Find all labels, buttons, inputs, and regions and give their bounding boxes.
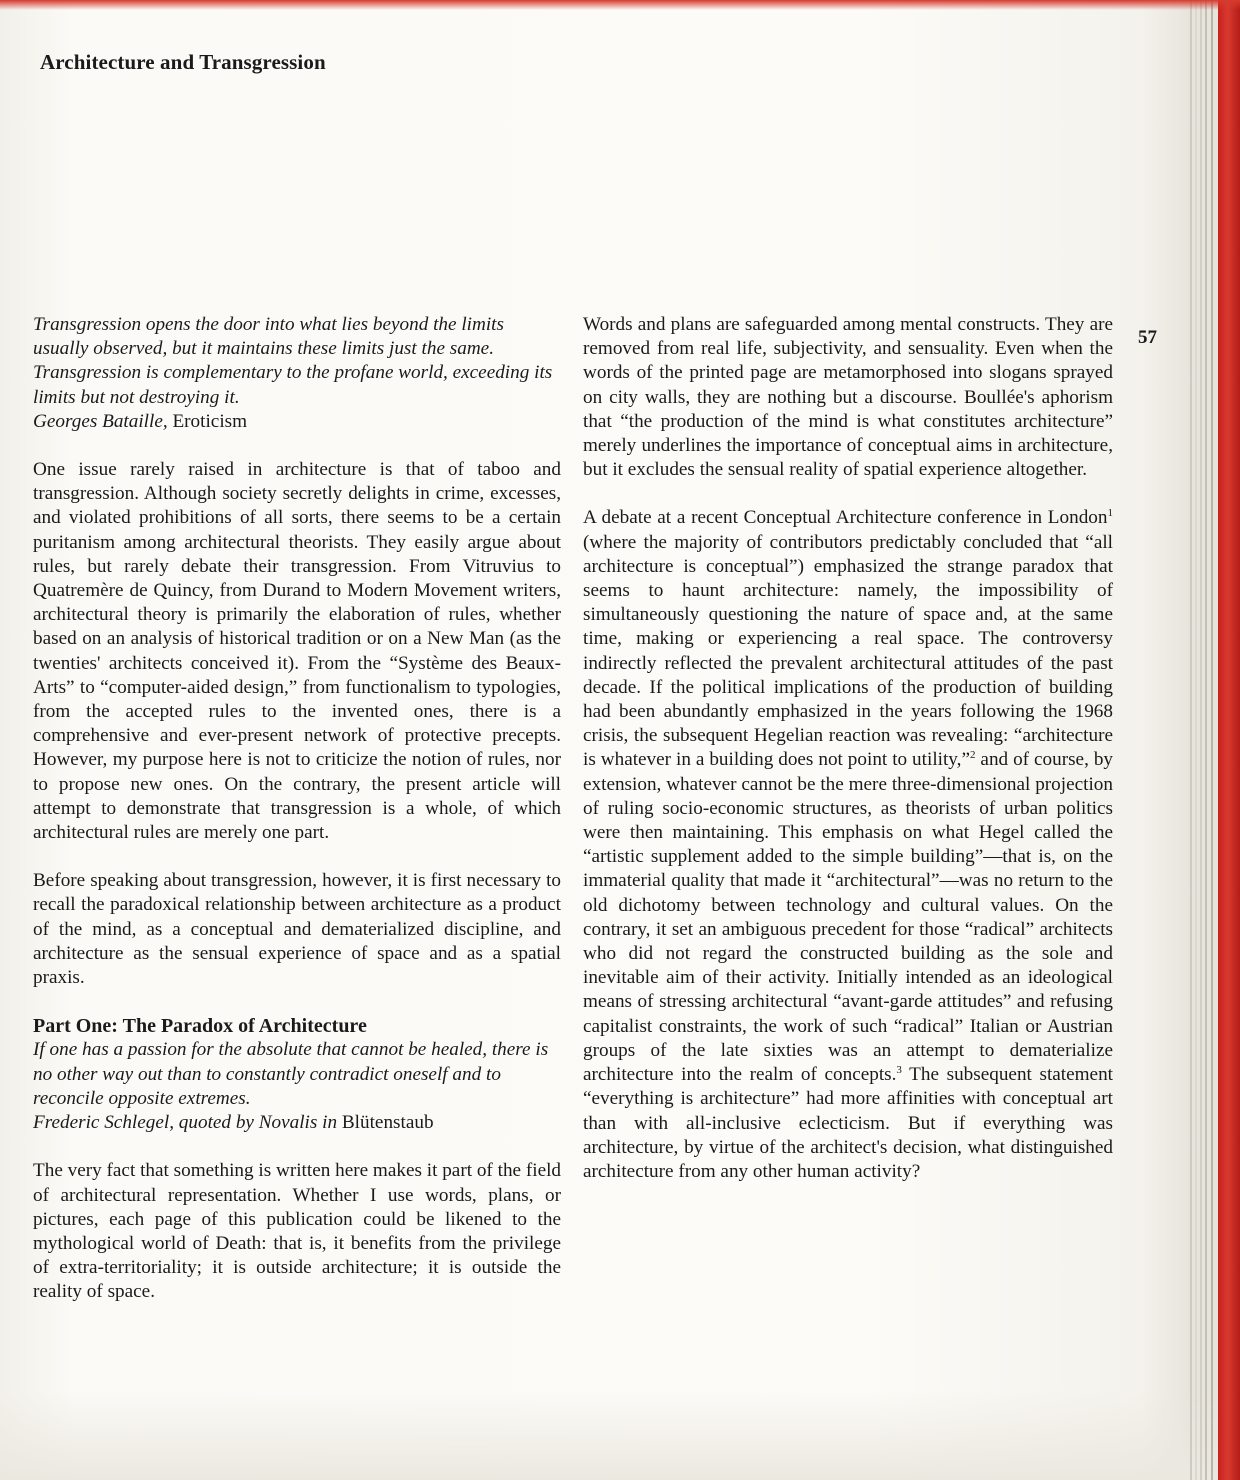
running-head: Architecture and Transgression [40, 50, 326, 74]
text-run: A debate at a recent Conceptual Architecture conference in London [583, 507, 1108, 529]
epigraph-work: Blütenstaub [341, 1112, 434, 1134]
text-run: The subsequent statement “everything is architecture” had more affinities with conceptual art than with all-inclusive eclecticism. But if everything was architecture, by virtue of the architect's decision, what distinguished architecture from any other human activity? [583, 1064, 1113, 1182]
section-heading: Part One: The Paradox of Architecture [33, 1015, 367, 1038]
page-shadow [0, 1390, 1240, 1480]
epigraph-schlegel-quote: If one has a passion for the absolute that cannot be healed, there is no other way out than to constantly contradict oneself and to reconcile opposite extremes. [33, 1039, 549, 1109]
red-cover-edge [1218, 0, 1240, 1480]
text-run: and of course, by extension, whatever cannot be the mere three-dimensional projection of ruling socio-economic structures, as theorists of urban politics were then maintaining. This emphasis on what Hegel called the “artistic supplement added to the simple building”—that is, on the immaterial quality that made it “architectural”—was no return to the old dichotomy between technology and cultural values. On the contrary, it set an ambiguous precedent for those “radical” architects who did not regard the constructed building as the sole and inevitable aim of their activity. Initially intended as an ideological means of stressing architectural “avant-garde attitudes” and refusing capitalist constraints, the work of such “radical” Italian or Austrian groups of the late sixties was an attempt to dematerialize architecture into the realm of concepts. [583, 749, 1114, 1086]
epigraph-schlegel-attribution [33, 1111, 561, 1135]
epigraph-author: Frederic Schlegel, quoted by Novalis in [33, 1112, 338, 1134]
epigraph-work: Eroticism [172, 410, 248, 432]
footnote-marker: 3 [896, 1064, 902, 1077]
paragraph-paradox-intro: Before speaking about transgression, however, it is first necessary to recall the paradoxical relationship between architecture as a product of the mind, as a conceptual and dematerialized discipline, and architecture as the sensual experience of space and as a spatial praxis. [33, 870, 561, 989]
footnote-marker: 2 [969, 749, 976, 762]
epigraph-author: Georges Bataille, [33, 410, 168, 432]
right-column [583, 313, 1113, 1184]
paragraph-representation: The very fact that something is written here makes it part of the field of architectural representation. Whether I use words, plans, or pictures, each page of this publication could be likened to the mythological world of Death: that is, it benefits from the privilege of extra-territoriality; it is outside architecture; it is outside the reality of space. [33, 1160, 562, 1303]
paragraph-conference-debate [583, 506, 1113, 1184]
text-run: (where the majority of contributors predictably concluded that “all architecture is conceptual”) emphasized the strange paradox that seems to haunt architecture: namely, the impossibility of simultaneously questioning the nature of space and, at the same time, making or experiencing a real space. The controversy indirectly reflected the prevalent architectural attitudes of the past decade. If the political implications of the production of building had been abundantly emphasized in the years following the 1968 crisis, the subsequent Hegelian reaction was revealing: “architecture is whatever in a building does not point to utility,” [583, 531, 1113, 771]
footnote-marker: 1 [1107, 507, 1113, 520]
paragraph-mental-constructs: Words and plans are safeguarded among mental constructs. They are removed from real life, subjectivity, and sensuality. Even when the words of the printed page are metamorphosed into slogans sprayed on city walls, they are nothing but a discourse. Boullée's aphorism that “the production of the mind is what constitutes architecture” merely underlines the importance of conceptual aims in architecture, but it excludes the sensual reality of spatial experience altogether. [583, 314, 1113, 481]
page-edges [1190, 0, 1240, 1480]
page-number: 57 [1138, 327, 1157, 348]
left-column [33, 313, 561, 1305]
epigraph-bataille-quote: Transgression opens the door into what lies beyond the limits usually observed, but it maintains these limits just the same. Transgression is complementary to the profane world, exceeding its limits but not destroying it. [33, 314, 553, 408]
red-top-edge [0, 0, 1240, 10]
epigraph-bataille-attribution [33, 410, 561, 434]
paragraph-taboo: One issue rarely raised in architecture is that of taboo and transgression. Although society secretly delights in crime, excesses, and violated prohibitions of all sorts, there seems to be a certain puritanism among architectural theorists. They easily argue about rules, but rarely debate their transgression. From Vitruvius to Quatremère de Quincy, from Durand to Modern Movement writers, architectural theory is primarily the elaboration of rules, whether based on an analysis of historical tradition or on a New Man (as the twenties' architects conceived it). From the “Système des Beaux-Arts” to “computer-aided design,” from functionalism to typologies, from the accepted rules to the invented ones, there is a comprehensive and ever-present network of protective precepts. However, my purpose here is not to criticize the notion of rules, nor to propose new ones. On the contrary, the present article will attempt to demonstrate that transgression is a whole, of which architectural rules are merely one part. [33, 459, 561, 844]
